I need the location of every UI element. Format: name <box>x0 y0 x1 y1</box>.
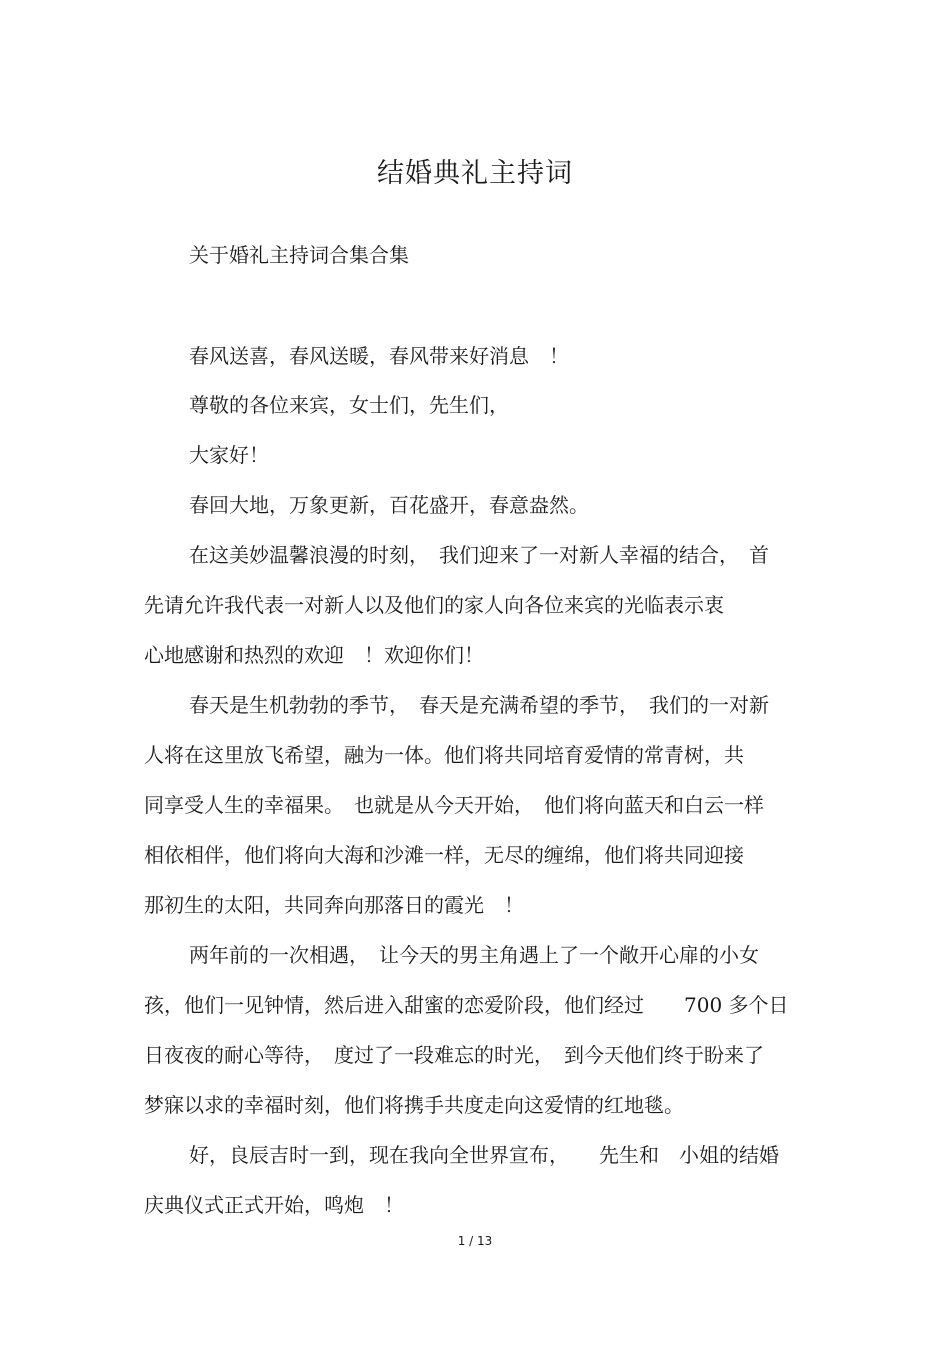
paragraph-line: 人将在这里放飞希望，融为一体。他们将共同培育爱情的常青树，共 <box>144 743 744 767</box>
paragraph-line: 春天是生机勃勃的季节， 春天是充满希望的季节， 我们的一对新 <box>189 693 769 717</box>
paragraph-line: 那初生的太阳，共同奔向那落日的霞光 ！ <box>144 893 524 917</box>
paragraph-line: 孩，他们一见钟情，然后进入甜蜜的恋爱阶段，他们经过 700 多个日 <box>144 993 789 1017</box>
paragraph-line: 日夜夜的耐心等待， 度过了一段难忘的时光， 到今天他们终于盼来了 <box>144 1043 764 1067</box>
paragraph-line: 春回大地，万象更新，百花盛开，春意盎然。 <box>189 493 589 517</box>
paragraph-line: 好，良辰吉时一到，现在我向全世界宣布， 先生和 小姐的结婚 <box>189 1143 779 1167</box>
paragraph-line: 庆典仪式正式开始，鸣炮 ！ <box>144 1193 404 1217</box>
paragraph-line: 梦寐以求的幸福时刻，他们将携手共度走向这爱情的红地毯。 <box>144 1093 684 1117</box>
paragraph-line: 先请允许我代表一对新人以及他们的家人向各位来宾的光临表示衷 <box>144 593 724 617</box>
paragraph-line: 心地感谢和热烈的欢迎 ！欢迎你们！ <box>144 643 484 667</box>
paragraph-line: 两年前的一次相遇， 让今天的男主角遇上了一个敞开心扉的小女 <box>189 943 759 967</box>
paragraph-line: 尊敬的各位来宾，女士们，先生们， <box>189 393 509 417</box>
page-number: 1 / 13 <box>457 1234 493 1248</box>
document-title: 结婚典礼主持词 <box>377 158 573 189</box>
paragraph-line: 相依相伴，他们将向大海和沙滩一样，无尽的缠绵，他们将共同迎接 <box>144 843 744 867</box>
paragraph-line: 春风送喜，春风送暖，春风带来好消息 ！ <box>189 344 569 368</box>
paragraph-line: 同享受人生的幸福果。 也就是从今天开始， 他们将向蓝天和白云一样 <box>144 793 764 817</box>
document-subtitle: 关于婚礼主持词合集合集 <box>189 243 409 267</box>
paragraph-line: 在这美妙温馨浪漫的时刻， 我们迎来了一对新人幸福的结合， 首 <box>189 543 769 567</box>
paragraph-line: 大家好！ <box>189 443 269 467</box>
